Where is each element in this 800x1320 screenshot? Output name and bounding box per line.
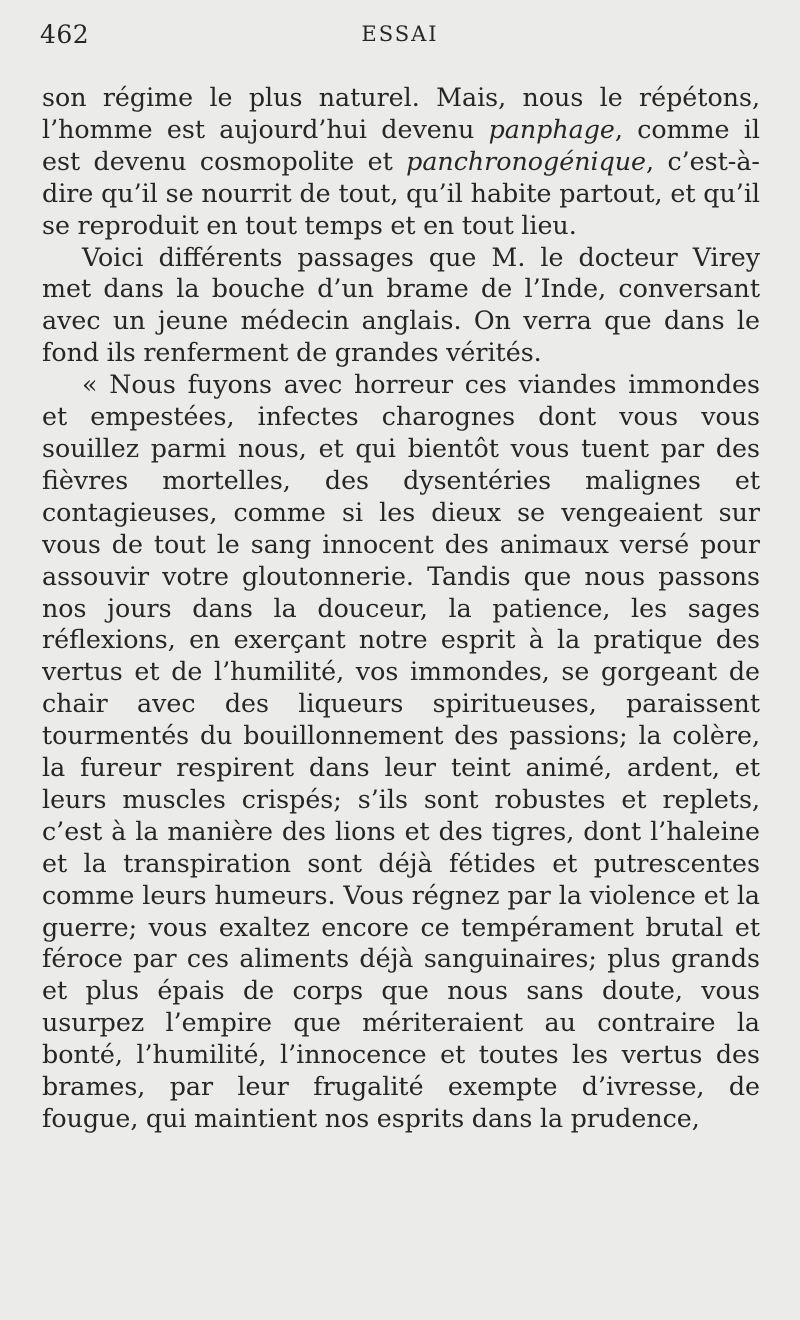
- running-title: ESSAI: [361, 22, 439, 46]
- paragraph-2: Voici différents passages que M. le docteur Virey met dans la bouche d’un brame de l’Inde, conversant avec un jeune médecin anglais. On verra que dans le fond ils renferment de grandes vérités.: [42, 242, 760, 368]
- paragraph-1-text-b: , comme il est devenu cosmopolite et: [42, 114, 760, 176]
- italic-term-panphage: panphage: [488, 114, 615, 144]
- paragraph-1: [42, 82, 760, 242]
- body-text: [42, 82, 760, 1135]
- running-head: [40, 20, 760, 60]
- italic-term-panchronogenique: panchronogénique: [406, 146, 647, 176]
- page-number: 462: [40, 20, 90, 49]
- paragraph-3-quote: « Nous fuyons avec horreur ces viandes immondes et empestées, infectes charognes dont vous vous souillez parmi nous, et qui bientôt vous tuent par des fièvres mortelles, des dysentéries malignes et contagieuses, comme si les dieux se vengeaient sur vous de tout le sang innocent des animaux versé pour assouvir votre gloutonnerie. Tandis que nous passons nos jours dans la douceur, la patience, les sages réflexions, en exerçant notre esprit à la pratique des vertus et de l’humilité, vos immondes, se gorgeant de chair avec des liqueurs spiritueuses, paraissent tourmentés du bouillonnement des passions; la colère, la fureur respirent dans leur teint animé, ardent, et leurs muscles crispés; s’ils sont robustes et replets, c’est à la manière des lions et des tigres, dont l’haleine et la transpiration sont déjà fétides et putrescentes comme leurs humeurs. Vous régnez par la violence et la guerre; vous exaltez encore ce tempérament brutal et féroce par ces aliments déjà sanguinaires; plus grands et plus épais de corps que nous sans doute, vous usurpez l’empire que mériteraient au contraire la bonté, l’humilité, l’innocence et toutes les vertus des brames, par leur frugalité exempte d’ivresse, de fougue, qui maintient nos esprits dans la prudence,: [42, 370, 760, 1133]
- paragraph-1-text-c: , c’est-à-dire qu’il se nourrit de tout, qu’il habite partout, et qu’il se reproduit en tout temps et en tout lieu.: [42, 146, 760, 240]
- paragraph-1-text-a: son régime le plus naturel. Mais, nous le répétons, l’homme est aujourd’hui devenu: [42, 83, 760, 144]
